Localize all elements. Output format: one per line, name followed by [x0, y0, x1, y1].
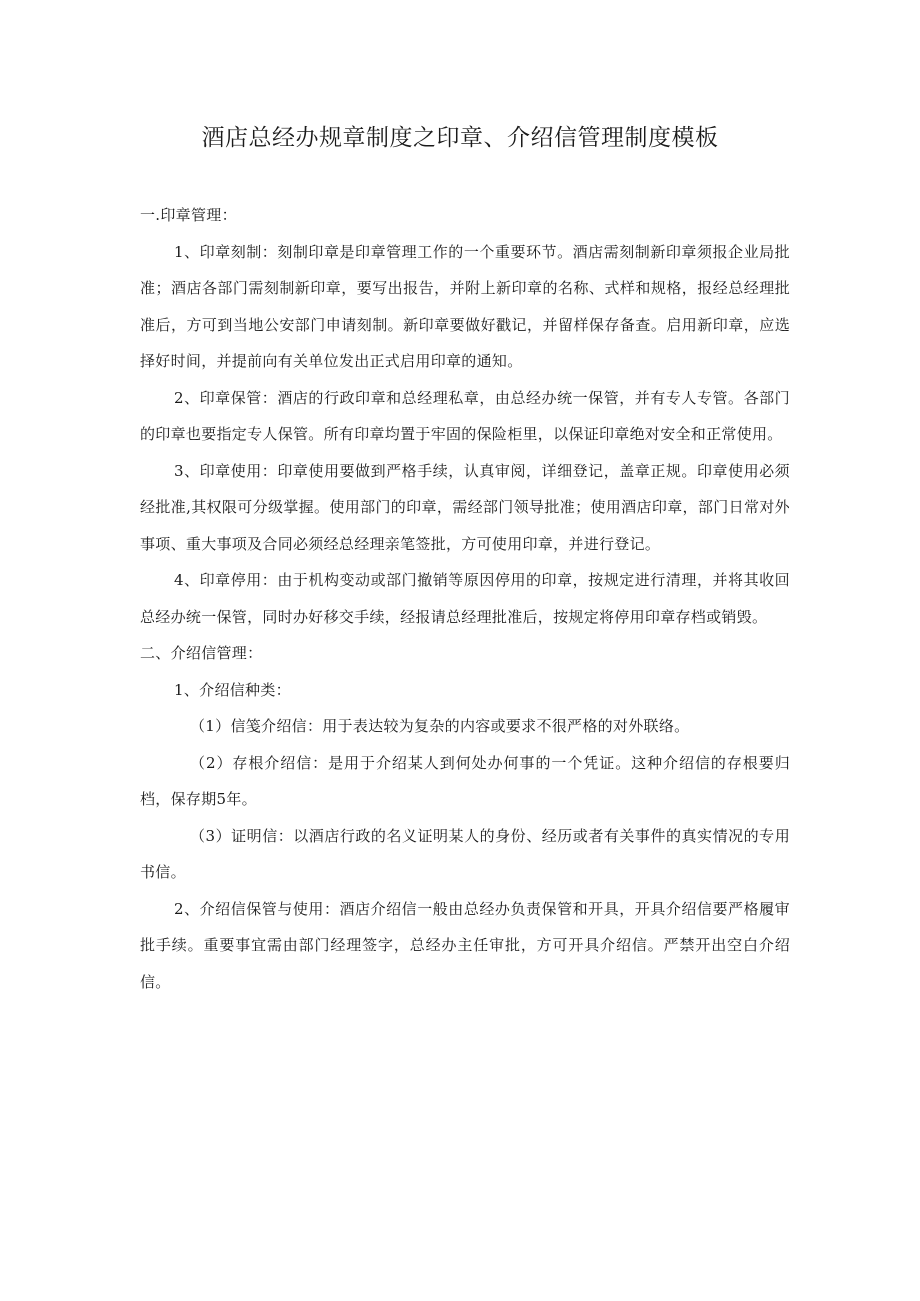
paragraph-seal-deactivation: 4、印章停用：由于机构变动或部门撤销等原因停用的印章，按规定进行清理，并将其收回总经办统一保管，同时办好移交手续，经报请总经理批准后，按规定将停用印章存档或销毁。 — [140, 571, 790, 626]
section-heading-letter-management: 二、介绍信管理： — [140, 644, 263, 662]
paragraph-letter-custody-usage: 2、介绍信保管与使用：酒店介绍信一般由总经办负责保管和开具，开具介绍信要严格履审批手续。重要事宜需由部门经理签字，总经办主任审批，方可开具介绍信。严禁开出空白介绍信。 — [140, 899, 790, 991]
paragraph-seal-engraving: 1、印章刻制：刻制印章是印章管理工作的一个重要环节。酒店需刻制新印章须报企业局批准；酒店各部门需刻制新印章，要写出报告，并附上新印章的名称、式样和规格，报经总经理批准后，方可到当地公安部门申请刻制。新印章要做好戳记，并留样保存备查。启用新印章，应选择好时间，并提前向有关单位发出正式启用印章的通知。 — [140, 242, 790, 370]
document-title: 酒店总经办规章制度之印章、介绍信管理制度模板 — [201, 125, 719, 151]
section-heading-seal-management: 一.印章管理： — [140, 206, 237, 224]
paragraph-seal-custody: 2、印章保管：酒店的行政印章和总经理私章，由总经办统一保管，并有专人专管。各部门的印章也要指定专人保管。所有印章均置于牢固的保险柜里，以保证印章绝对安全和正常使用。 — [140, 388, 790, 443]
document-body — [140, 197, 790, 1000]
paragraph-letter-type-1: （1）信笺介绍信：用于表达较为复杂的内容或要求不很严格的对外联络。 — [190, 717, 690, 735]
paragraph-letter-types: 1、介绍信种类： — [174, 680, 291, 699]
paragraph-letter-type-3: （3）证明信：以酒店行政的名义证明某人的身份、经历或者有关事件的真实情况的专用书信。 — [140, 826, 790, 881]
paragraph-letter-type-2: （2）存根介绍信：是用于介绍某人到何处办何事的一个凭证。这种介绍信的存根要归档，保存期5年。 — [140, 753, 790, 808]
paragraph-seal-usage: 3、印章使用：印章使用要做到严格手续，认真审阅，详细登记，盖章正规。印章使用必须经批准,其权限可分级掌握。使用部门的印章，需经部门领导批准；使用酒店印章，部门日常对外事项、重大事项及合同必须经总经理亲笔签批，方可使用印章，并进行登记。 — [140, 461, 790, 553]
